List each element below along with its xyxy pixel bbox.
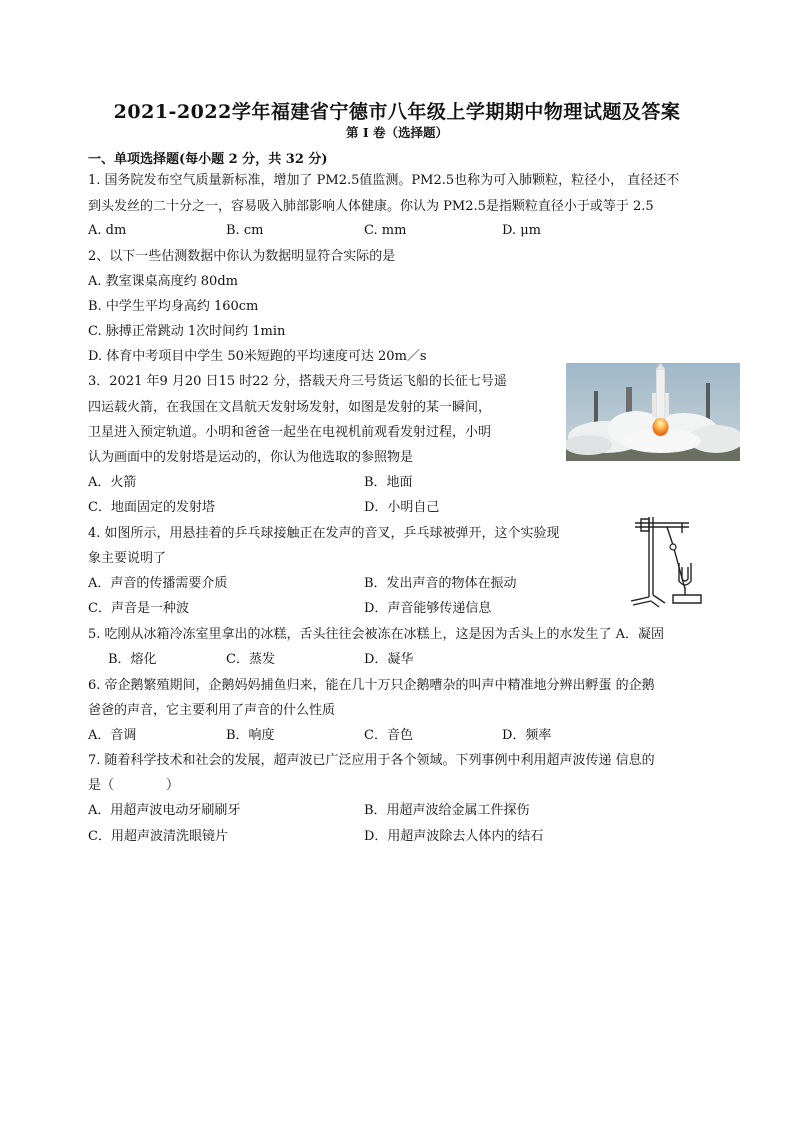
q3-option-c: C．地面固定的发射塔 — [88, 500, 215, 515]
q6-option-c: C．音色 — [364, 728, 413, 743]
q1-option-d: D. μm — [502, 223, 541, 238]
q6-stem-line1: 6. 帝企鹅繁殖期间，企鹅妈妈捕鱼归来，能在几十万只企鹅嘈杂的叫声中精准地分辨出孵蛋 的企鹅 — [88, 678, 655, 693]
q2-stem: 2、以下一些估测数据中你认为数据明显符合实际的是 — [88, 249, 396, 264]
q4-option-b: B．发出声音的物体在振动 — [364, 576, 517, 591]
q7-stem-line2: 是（ ） — [88, 778, 180, 793]
q3-stem-line2: 四运载火箭，在我国在文昌航天发射场发射，如图是发射的某一瞬间， — [88, 400, 492, 415]
q3-stem-line4: 认为画面中的发射塔是运动的，你认为他选取的参照物是 — [88, 450, 414, 465]
q4-option-d: D．声音能够传递信息 — [364, 601, 492, 616]
q5-option-b: B．熔化 — [108, 652, 157, 667]
rocket-launch-photo — [566, 363, 740, 461]
q7-option-c: C．用超声波清洗眼镜片 — [88, 829, 228, 844]
q4-option-c: C．声音是一种波 — [88, 601, 189, 616]
q7-stem-line1: 7. 随着科学技术和社会的发展，超声波已广泛应用于各个领域。下列事例中利用超声波传递 信息的 — [88, 753, 655, 768]
q1-option-c: C. mm — [364, 223, 407, 238]
section-heading: 一、单项选择题(每小题 2 分，共 32 分) — [88, 152, 328, 167]
q3-option-a: A．火箭 — [88, 475, 137, 490]
q5-stem: 5. 吃刚从冰箱冷冻室里拿出的冰糕，舌头往往会被冻在冰糕上，这是因为舌头上的水发生了 A．凝固 — [88, 627, 665, 642]
q5-option-c: C．蒸发 — [226, 652, 275, 667]
q3-option-d: D．小明自己 — [364, 500, 440, 515]
q4-option-a: A．声音的传播需要介质 — [88, 576, 228, 591]
q3-option-b: B．地面 — [364, 475, 413, 490]
q2-option-b: B. 中学生平均身高约 160cm — [88, 299, 259, 314]
q4-stem-line1: 4. 如图所示，用悬挂着的乒乓球接触正在发声的音叉，乒乓球被弹开，这个实验现 — [88, 526, 560, 541]
q6-option-b: B．响度 — [226, 728, 275, 743]
q1-stem-line2: 到头发丝的二十分之一，容易吸入肺部影响人体健康。你认为 PM2.5是指颗粒直径小于或等于 2.5 — [88, 199, 654, 214]
q1-option-b: B. cm — [226, 223, 264, 238]
q6-stem-line2: 爸爸的声音，它主要利用了声音的什么性质 — [88, 703, 336, 718]
exam-title: 2021-2022学年福建省宁德市八年级上学期期中物理试题及答案 — [113, 101, 681, 123]
q6-option-a: A．音调 — [88, 728, 137, 743]
q3-stem-line1: 3．2021 年9 月20 日15 时22 分，搭载天舟三号货运飞船的长征七号遥 — [88, 374, 507, 389]
q1-stem-line1: 1. 国务院发布空气质量新标准，增加了 PM2.5值监测。PM2.5也称为可入肺颗粒，粒径小， 直径还不 — [88, 173, 680, 188]
q1-option-a: A. dm — [88, 223, 127, 238]
q7-option-b: B．用超声波给金属工件探伤 — [364, 803, 530, 818]
q4-stem-line2: 象主要说明了 — [88, 551, 167, 566]
q2-option-a: A. 教室课桌高度约 80dm — [88, 274, 238, 289]
q2-option-d: D. 体育中考项目中学生 50米短跑的平均速度可达 20m／s — [88, 349, 427, 364]
exam-subtitle: 第 I 卷（选择题） — [345, 125, 449, 140]
q7-option-a: A．用超声波电动牙刷刷牙 — [88, 803, 241, 818]
q3-stem-line3: 卫星进入预定轨道。小明和爸爸一起坐在电视机前观看发射过程，小明 — [88, 425, 492, 440]
tuning-fork-diagram — [627, 509, 713, 609]
q6-option-d: D．频率 — [502, 728, 552, 743]
q2-option-c: C. 脉搏正常跳动 1次时间约 1min — [88, 324, 286, 339]
q7-option-d: D．用超声波除去人体内的结石 — [364, 829, 544, 844]
q5-option-d: D．凝华 — [364, 652, 414, 667]
